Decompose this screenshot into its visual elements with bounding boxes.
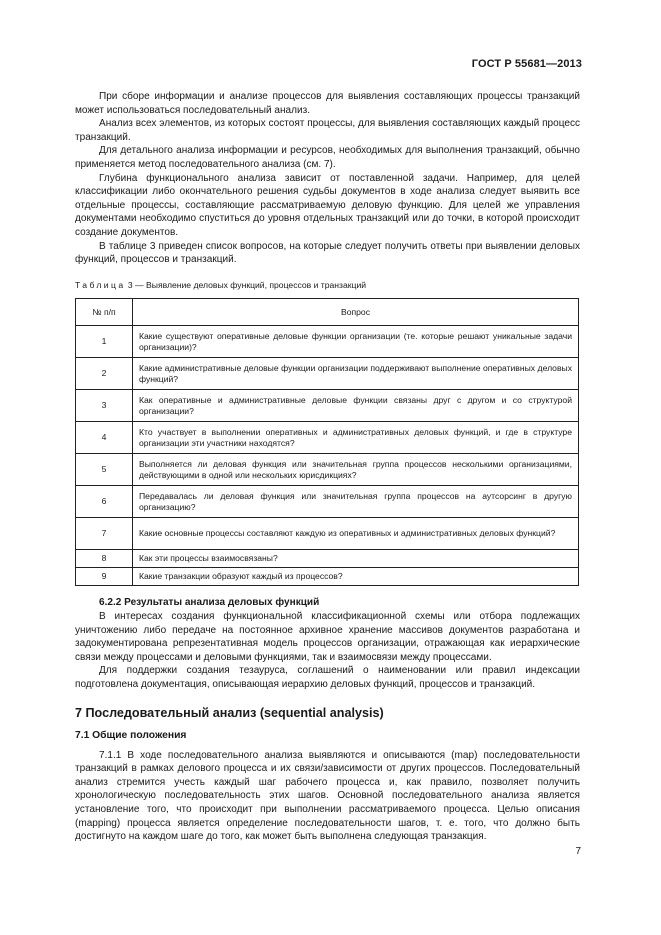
paragraph-intro-5: В таблице 3 приведен список вопросов, на которые следует получить ответы при выявлении деловых функций, процессов и транзакций. <box>75 240 580 266</box>
row-question: Какие административные деловые функции организации поддерживают выполнение оперативных деловых функций? <box>133 358 579 390</box>
paragraph-7-1-1: 7.1.1 В ходе последовательного анализа выявляются и описываются (map) последовательности транзакций в рамках делового процесса и их связи/зависимости от других процессов. Последовательный анализ стремится учесть каждый шаг рабочего процесса и, как правило, позволяет получить хронологическую последовательность этих шагов. Основной последовательного анализа является установление того, что происходит при выполнении рассматриваемого процесса. Целью описания (mapping) процесса является определение последовательности шагов, т. е. того, что должно быть достигнуто на каждом шаге до того, как может быть выполнена следующая транзакция. <box>75 749 580 843</box>
row-question: Кто участвует в выполнении оперативных и административных деловых функций, и где в структуре организации эти участники находятся? <box>133 422 579 454</box>
row-question: Какие существуют оперативные деловые функции организации (те. которые решают уникальные задачи организации)? <box>133 326 579 358</box>
table-caption-label: Таблица <box>75 279 126 290</box>
table-caption-text: 3 — Выявление деловых функций, процессов и транзакций <box>125 279 367 290</box>
page-content <box>75 90 580 844</box>
paragraph-intro-2: Анализ всех элементов, из которых состоят процессы, для выявления составляющих каждый процесс транзакций. <box>75 118 580 143</box>
row-number: 3 <box>76 390 133 422</box>
row-number: 2 <box>76 358 133 390</box>
row-question: Выполняется ли деловая функция или значительная группа процессов несколькими организациями, действующими в одной или нескольких юрисдикциях? <box>133 454 579 486</box>
table-row <box>76 486 579 518</box>
row-number: 8 <box>76 550 133 568</box>
row-question: Какие основные процессы составляют каждую из оперативных и административных деловых функций? <box>133 518 579 550</box>
section-7-heading: 7 Последовательный анализ (sequential analysis) <box>75 706 384 721</box>
row-number: 4 <box>76 422 133 454</box>
row-number: 7 <box>76 518 133 550</box>
table-row <box>76 518 579 550</box>
table-row <box>76 390 579 422</box>
paragraph-intro-3: Для детального анализа информации и ресурсов, необходимых для выполнения транзакций, обычно применяется метод последовательного анализа (см. 7). <box>75 145 580 170</box>
column-header-number: № п/п <box>76 299 133 326</box>
document-code-header: ГОСТ Р 55681—2013 <box>471 58 582 70</box>
table-caption <box>75 279 580 293</box>
paragraph-6-2-2-1: В интересах создания функциональной классификационной схемы или отбора подлежащих уничтожению либо передаче на постоянное архивное хранение массивов документов разработана и задокументирована репрезентативная модель процессов организации, отражающая как иерархические связи между процессами и деловыми функциями, так и взаимосвязи между процессами. <box>75 610 580 663</box>
paragraph-intro-1: При сборе информации и анализе процессов для выявления составляющих процессы транзакций может использоваться последовательный анализ. <box>75 91 580 116</box>
row-question: Как оперативные и административные деловые функции связаны друг с другом и со структурой организации? <box>133 390 579 422</box>
table-row <box>76 422 579 454</box>
row-number: 1 <box>76 326 133 358</box>
paragraph-intro-4: Глубина функционального анализа зависит от поставленной задачи. Например, для целей классификации либо окончательного решения судьбы документов в ходе анализа следует выявить все отдельные процессы, составляющие рассматриваемую деловую функцию. Для целей же управления документами необходимо спуститься до уровня отдельных транзакций или до точки, в которой происходит создание документов. <box>75 172 580 238</box>
row-question: Передавалась ли деловая функция или значительная группа процессов на аутсорсинг в другую организацию? <box>133 486 579 518</box>
row-question: Как эти процессы взаимосвязаны? <box>133 550 579 568</box>
table-row <box>76 454 579 486</box>
row-question: Какие транзакции образуют каждый из процессов? <box>133 568 579 586</box>
table-row <box>76 550 579 568</box>
row-number: 6 <box>76 486 133 518</box>
questions-table <box>75 298 579 586</box>
page-number: 7 <box>575 846 581 857</box>
table-row <box>76 568 579 586</box>
paragraph-6-2-2-2: Для поддержки создания тезауруса, соглашений о наименовании или правил индексации подготовлена документация, описывающая иерархию деловых функций, процессов и транзакций. <box>75 665 580 690</box>
table-header-row <box>76 299 579 326</box>
table-row <box>76 358 579 390</box>
column-header-question: Вопрос <box>133 299 579 326</box>
section-6-2-2-heading: 6.2.2 Результаты анализа деловых функций <box>99 597 320 609</box>
row-number: 9 <box>76 568 133 586</box>
section-7-1-heading: 7.1 Общие положения <box>75 730 187 742</box>
row-number: 5 <box>76 454 133 486</box>
table-row <box>76 326 579 358</box>
